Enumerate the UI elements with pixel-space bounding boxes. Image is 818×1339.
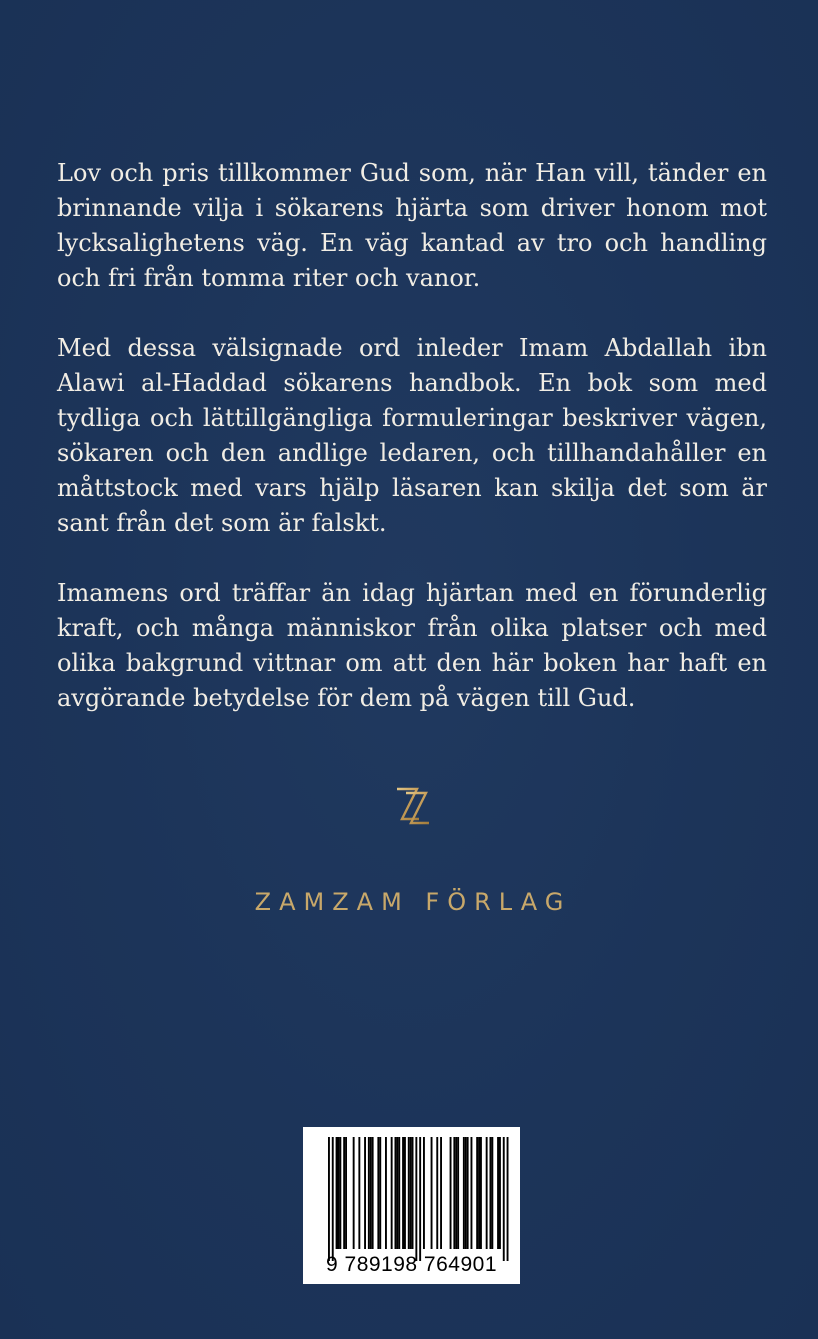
- barcode-bar: [453, 1137, 455, 1249]
- blurb-paragraph-2: Med dessa välsignade ord inleder Imam Abdallah ibn Alawi al-Haddad sökarens handbok. En bok som med tydliga och lättillgängliga formuleringar beskriver vägen, sökaren och den andlige ledaren, och tillhandahåller en måttstock med vars hjälp läsaren kan skilja det som är sant från det som är falskt.: [57, 334, 767, 537]
- barcode-bar: [415, 1137, 417, 1261]
- blurb-text: [57, 156, 767, 751]
- barcode-bar: [467, 1137, 469, 1249]
- barcode-bar: [377, 1137, 379, 1249]
- barcode-bar: [457, 1137, 459, 1249]
- barcode-bar: [436, 1137, 438, 1249]
- barcode-bar: [385, 1137, 387, 1249]
- barcode-bar: [353, 1137, 355, 1249]
- barcode-bar: [423, 1137, 425, 1249]
- barcode-bar: [478, 1137, 480, 1249]
- isbn-number: 9 789198 764901: [326, 1253, 497, 1276]
- barcode-bar: [431, 1137, 433, 1249]
- barcode-bar: [343, 1137, 345, 1249]
- barcode-bar: [440, 1137, 442, 1249]
- barcode-bar: [404, 1137, 406, 1249]
- barcode-bar: [507, 1137, 509, 1261]
- barcode-bar: [372, 1137, 374, 1249]
- barcode-bar: [345, 1137, 347, 1249]
- barcode-bar: [471, 1137, 473, 1249]
- barcode-bar: [396, 1137, 398, 1249]
- barcode-bar: [364, 1137, 366, 1249]
- barcode-bar: [499, 1137, 501, 1249]
- barcode-bar: [402, 1137, 404, 1249]
- barcode-bar: [370, 1137, 372, 1249]
- barcode-bar: [465, 1137, 467, 1249]
- barcode-bar: [332, 1137, 334, 1261]
- barcode-bar: [476, 1137, 478, 1249]
- barcode-bar: [339, 1137, 341, 1249]
- barcode-bar: [358, 1137, 360, 1249]
- publisher-name: ZAMZAM FÖRLAG: [254, 888, 572, 916]
- barcode-bar: [410, 1137, 412, 1249]
- barcode-bar: [408, 1137, 410, 1249]
- barcode-bar: [463, 1137, 465, 1249]
- barcode-bar: [398, 1137, 400, 1249]
- barcode-bar: [486, 1137, 488, 1249]
- barcode-bar: [450, 1137, 452, 1249]
- barcode-bar: [391, 1137, 393, 1249]
- barcode-bar: [328, 1137, 330, 1261]
- barcode-bar: [455, 1137, 457, 1249]
- barcode-bar: [491, 1137, 493, 1249]
- barcode-bar: [379, 1137, 381, 1249]
- blurb-paragraph-3: Imamens ord träffar än idag hjärtan med en förunderlig kraft, och många människor från olika platser och med olika bakgrund vittnar om att den här boken har haft en avgörande betydelse för dem på vägen till Gud.: [57, 579, 767, 712]
- barcode-bar: [419, 1137, 421, 1261]
- barcode-bar: [368, 1137, 370, 1249]
- barcode-bar: [336, 1137, 338, 1249]
- isbn-barcode: [303, 1127, 520, 1284]
- barcode-bar: [395, 1137, 397, 1249]
- barcode-bar: [338, 1137, 340, 1249]
- blurb-paragraph-1: Lov och pris tillkommer Gud som, när Han vill, tänder en brinnande vilja i sökarens hjärta som driver honom mot lycksalighetens väg. En väg kantad av tro och handling och fri från tomma riter och vanor.: [57, 159, 767, 292]
- barcode-bar: [490, 1137, 492, 1249]
- barcode-bar: [503, 1137, 505, 1261]
- barcode-bar: [497, 1137, 499, 1249]
- barcode-bar: [412, 1137, 414, 1249]
- zz-monogram-icon: [393, 785, 433, 827]
- barcode-bar: [480, 1137, 482, 1249]
